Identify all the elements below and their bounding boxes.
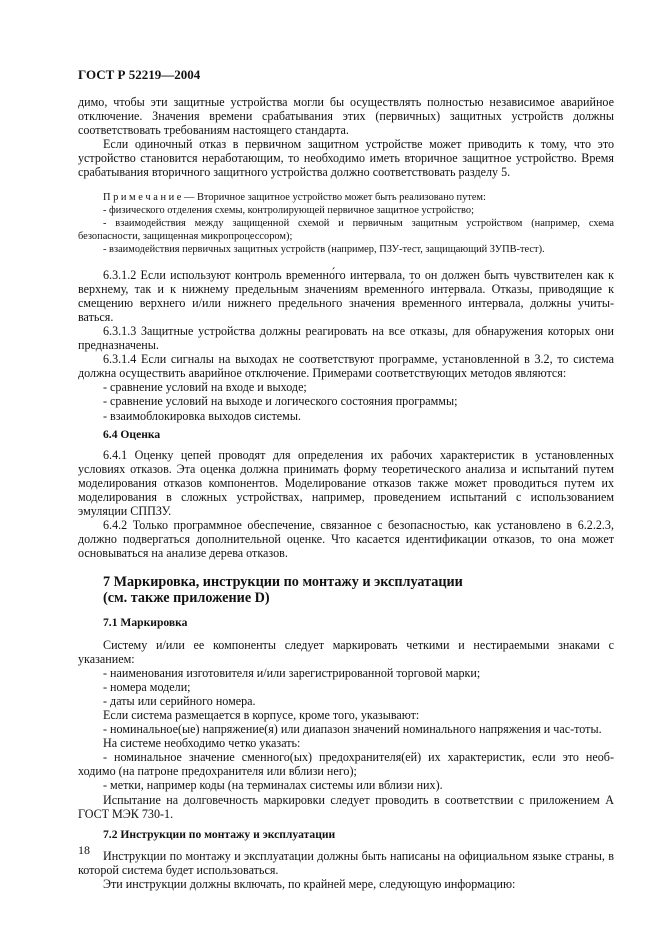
list-item: - номера модели;: [103, 679, 191, 694]
page-number: 18: [78, 843, 90, 857]
paragraph-intro-continuation: димо, чтобы эти защитные устройства могли бы осуществлять полностью независимое аварийное отключение. Значения времени срабатывания этих (первичных) защитных устройств должны соответствовать требованиям настоящего стандарта.: [78, 95, 614, 138]
paragraph-6-3-1-2: 6.3.1.2 Если используют контроль временно́го интервала, то он должен быть чувствителен как к верхнему, так и к нижнему предельным значениям временно́го интервала. Отказы, приводящие к смещению верхнего и/или нижнего предельного значения временно́го интервала, должны учиты-ваться.: [78, 267, 614, 324]
heading-6-4: 6.4 Оценка: [103, 427, 161, 441]
paragraph-secondary-device: Если одиночный отказ в первичном защитном устройстве может приводить к тому, что это устройство становится неработающим, то необходимо иметь вторичное защитное устройство. Время срабатывания вторичного защитного устройства должно соответствовать разделу 5.: [78, 137, 614, 180]
heading-7-1: 7.1 Маркировка: [103, 616, 188, 630]
paragraph-6-4-2: 6.4.2 Только программное обеспечение, связанное с безопасностью, как установлено в 6.2.2.3, должно подвергаться дополнительной оценке. Что касается идентификации отказов, то она может основываться на анализе дерева отказов.: [78, 518, 614, 561]
note-item: - физического отделения схемы, контролирующей первичное защитное устройство;: [103, 204, 474, 216]
paragraph-7-1-c: На системе необходимо четко указать:: [103, 736, 301, 751]
note-text: Вторичное защитное устройство может быть реализовано путем:: [197, 191, 486, 203]
list-item: - наименования изготовителя и/или зарегистрированной торговой марки;: [103, 665, 481, 680]
list-item: - номинальное значение сменного(ых) предохранителя(ей) их характеристик, если это необ-ходимо (на патроне предохранителя или вблизи него);: [78, 750, 614, 779]
note-header: [78, 191, 614, 204]
section-7-subtitle: (см. также приложение D): [103, 590, 270, 607]
document-header: ГОСТ Р 52219—2004: [78, 67, 201, 82]
heading-7-2: 7.2 Инструкции по монтажу и эксплуатации: [103, 827, 336, 841]
list-item: - номинальное(ые) напряжение(я) или диапазон значений номинального напряжения и час-тоты.: [103, 722, 602, 737]
note-block: [78, 191, 614, 257]
section-7-heading: [78, 574, 614, 606]
document-body: [78, 95, 614, 891]
note-item: - взаимодействия между защищенной схемой и первичным защитным устройством (например, схема безопасности, защищенная микропроцессором);: [78, 217, 614, 243]
note-item: - взаимодействия первичных защитных устройств (например, ПЗУ-тест, защищающий ЗУПВ-тест).: [103, 244, 545, 256]
paragraph-7-1-a: Систему и/или ее компоненты следует маркировать четкими и нестираемыми знаками с указанием:: [78, 637, 614, 666]
paragraph-6-3-1-3: 6.3.1.3 Защитные устройства должны реагировать на все отказы, для обнаружения которых они предназначены.: [78, 323, 614, 353]
paragraph-7-2-b: Эти инструкции должны включать, по крайней мере, следующую информацию:: [103, 877, 516, 892]
list-item: - даты или серийного номера.: [103, 693, 256, 708]
section-7-title: 7 Маркировка, инструкции по монтажу и эксплуатации: [103, 574, 463, 591]
list-item: - сравнение условий на выходе и логического состояния программы;: [103, 394, 458, 409]
note-label: П р и м е ч а н и е —: [103, 191, 195, 203]
paragraph-7-1-d: Испытание на долговечность маркировки следует проводить в соответствии с приложением А ГОСТ МЭК 730-1.: [78, 792, 614, 821]
list-item: - сравнение условий на входе и выходе;: [103, 380, 307, 395]
list-item: - взаимоблокировка выходов системы.: [103, 408, 301, 423]
paragraph-7-2-a: Инструкции по монтажу и эксплуатации должны быть написаны на официальном языке страны, в которой система будет использоваться.: [78, 848, 614, 877]
paragraph-7-1-b: Если система размещается в корпусе, кроме того, указывают:: [103, 708, 420, 723]
paragraph-6-4-1: 6.4.1 Оценку цепей проводят для определения их рабочих характеристик в установленных условиях отказов. Эта оценка должна принимать форму теоретического анализа и испытаний путем моделирования отказов компонентов. Моделирование отказов также может проводиться путем их моделирования в сложных устройствах, например, проведением испытаний с использованием эмуляции СППЗУ.: [78, 447, 614, 519]
list-item: - метки, например коды (на терминалах системы или вблизи них).: [103, 778, 443, 793]
paragraph-6-3-1-4: 6.3.1.4 Если сигналы на выходах не соответствуют программе, установленной в 3.2, то система должна осуществить аварийное отключение. Примерами соответствующих методов являются:: [78, 352, 614, 381]
